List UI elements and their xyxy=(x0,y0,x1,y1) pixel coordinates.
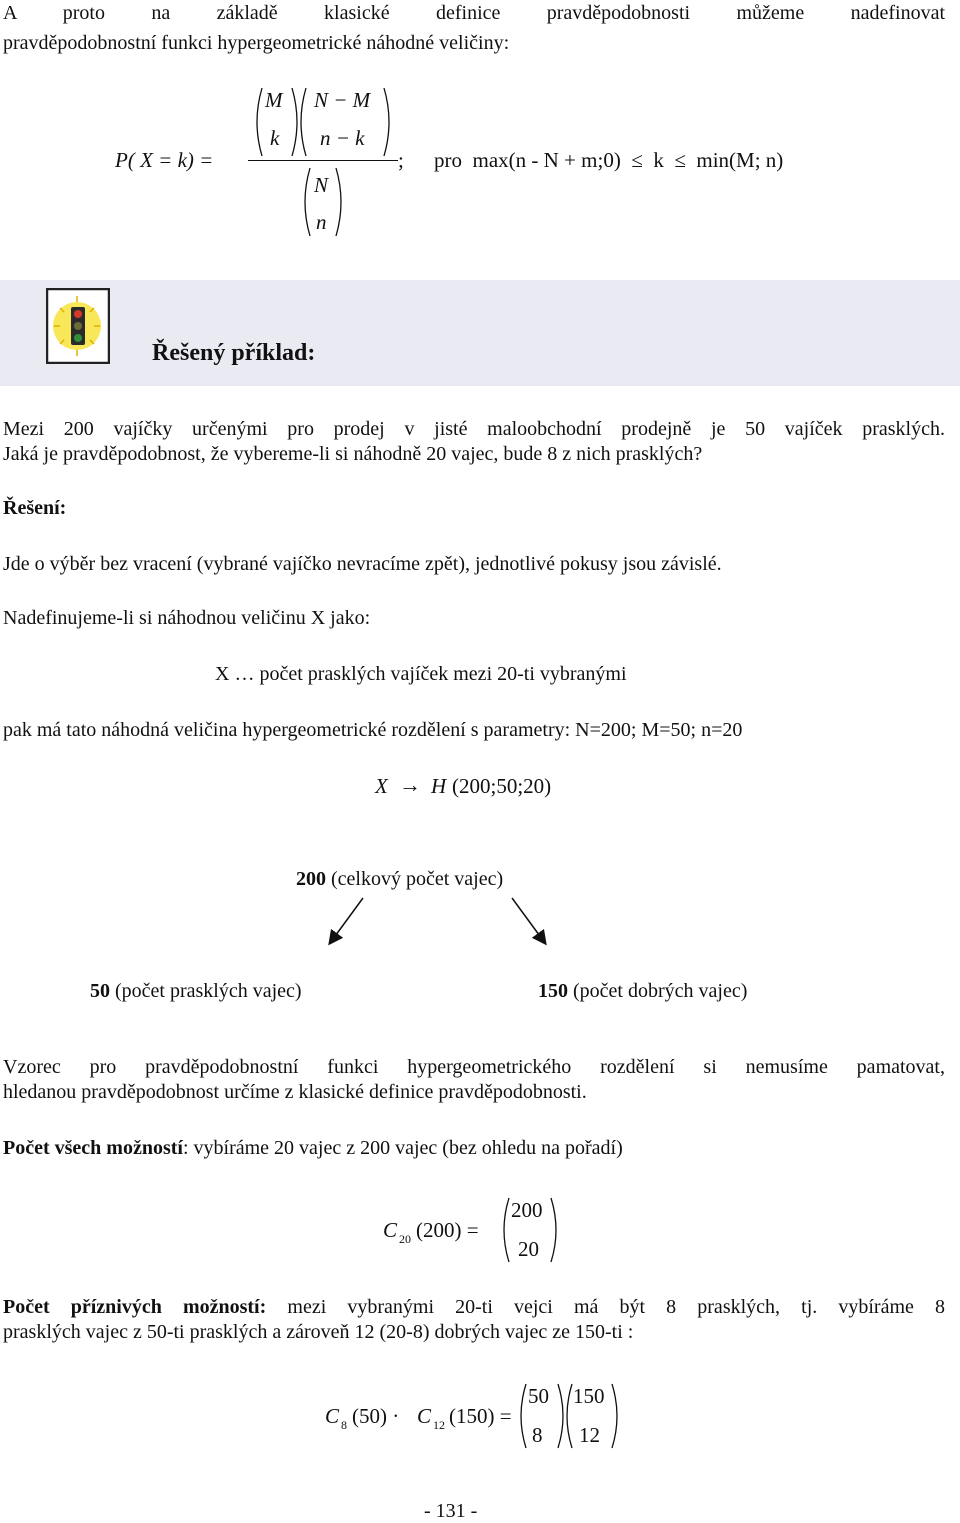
example-title: Řešený příklad: xyxy=(152,340,316,366)
all-outcomes-label: Počet všech možností xyxy=(3,1137,183,1159)
page-number: - 131 - xyxy=(424,1500,478,1522)
right-label: (počet dobrých vajec) xyxy=(568,980,748,1002)
root-number: 200 xyxy=(296,868,326,890)
binom-top-50: 50 xyxy=(528,1384,549,1408)
formula-lhs: P( X = k) = xyxy=(115,148,214,172)
favorable-text: mezi vybranými 20-ti vejci má být 8 prasklých, tj. vybíráme 8 xyxy=(266,1296,945,1318)
combination-c12-argument: (150) = xyxy=(449,1404,512,1428)
combination-c8-argument: (50) · xyxy=(352,1404,400,1428)
binom-k-bottom: k xyxy=(270,126,280,150)
problem-line-1: Mezi 200 vajíčky určenými pro prodej v jisté maloobchodní prodejně je 50 vajíček prasklých. xyxy=(3,418,945,440)
favorable-line-1 xyxy=(3,1294,945,1321)
diagram-left xyxy=(90,980,302,1003)
binom-nk-bottom: n − k xyxy=(320,126,365,150)
diagram-right xyxy=(538,980,747,1003)
solution-paragraph-2: Nadefinujeme-li si náhodnou veličinu X jako: xyxy=(3,607,371,629)
dist-x: X xyxy=(375,774,388,798)
binom-bottom-12: 12 xyxy=(579,1423,600,1447)
left-number: 50 xyxy=(90,980,110,1002)
combination-c: C xyxy=(383,1218,398,1242)
binom-M-top: M xyxy=(265,88,283,112)
formula-semicolon: ; xyxy=(398,148,404,172)
random-variable-definition: X … počet prasklých vajíček mezi 20-ti vybranými xyxy=(215,663,627,685)
favorable-label: Počet příznivých možností: xyxy=(3,1296,267,1318)
binom-n-bottom: n xyxy=(316,210,327,234)
combination-subscript: 20 xyxy=(399,1232,411,1246)
solution-paragraph-1: Jde o výběr bez vracení (vybrané vajíčko nevracíme zpět), jednotlivé pokusy jsou závislé. xyxy=(3,553,722,575)
vzorec-line-2: hledanou pravděpodobnost určíme z klasické definice pravděpodobnosti. xyxy=(3,1081,587,1103)
problem-line-2: Jaká je pravděpodobnost, že vybereme-li si náhodně 20 vajec, bude 8 z nich prasklých? xyxy=(3,443,703,465)
intro-line-2: pravděpodobnostní funkci hypergeometrické náhodné veličiny: xyxy=(3,32,510,54)
binom-N-top: N xyxy=(314,173,329,197)
left-label: (počet prasklých vajec) xyxy=(110,980,302,1002)
dist-params: (200;50;20) xyxy=(452,774,552,798)
binom-bottom-8: 8 xyxy=(532,1423,543,1447)
combination-c8-subscript: 8 xyxy=(341,1418,347,1432)
binom-NM-top: N − M xyxy=(314,88,371,112)
solution-paragraph-3: pak má tato náhodná veličina hypergeometrické rozdělení s parametry: N=200; M=50; n=20 xyxy=(3,719,743,741)
combination-c12: C xyxy=(417,1404,432,1428)
binom-top-150: 150 xyxy=(573,1384,605,1408)
right-number: 150 xyxy=(538,980,568,1002)
favorable-line-2: prasklých vajec z 50-ti prasklých a zároveň 12 (20-8) dobrých vajec ze 150-ti : xyxy=(3,1321,634,1343)
solution-heading: Řešení: xyxy=(3,497,67,519)
all-outcomes-line xyxy=(3,1137,623,1160)
intro-line-1: A proto na základě klasické definice pravděpodobnosti můžeme nadefinovat xyxy=(3,2,945,24)
dist-h: H xyxy=(431,774,447,798)
binom-top-200: 200 xyxy=(511,1198,543,1222)
root-label: (celkový počet vajec) xyxy=(326,868,504,890)
vzorec-line-1: Vzorec pro pravděpodobnostní funkci hypergeometrického rozdělení si nemusíme pamatovat, xyxy=(3,1056,945,1078)
combination-c12-subscript: 12 xyxy=(433,1418,445,1432)
combination-c8: C xyxy=(325,1404,340,1428)
formula-condition: pro max(n - N + m;0) ≤ k ≤ min(M; n) xyxy=(434,148,784,172)
combination-argument: (200) = xyxy=(416,1218,479,1242)
binom-bottom-20: 20 xyxy=(518,1237,539,1261)
arrow-right-icon: → xyxy=(399,772,421,797)
all-outcomes-text: : vybíráme 20 vajec z 200 vajec (bez ohledu na pořadí) xyxy=(182,1137,623,1159)
